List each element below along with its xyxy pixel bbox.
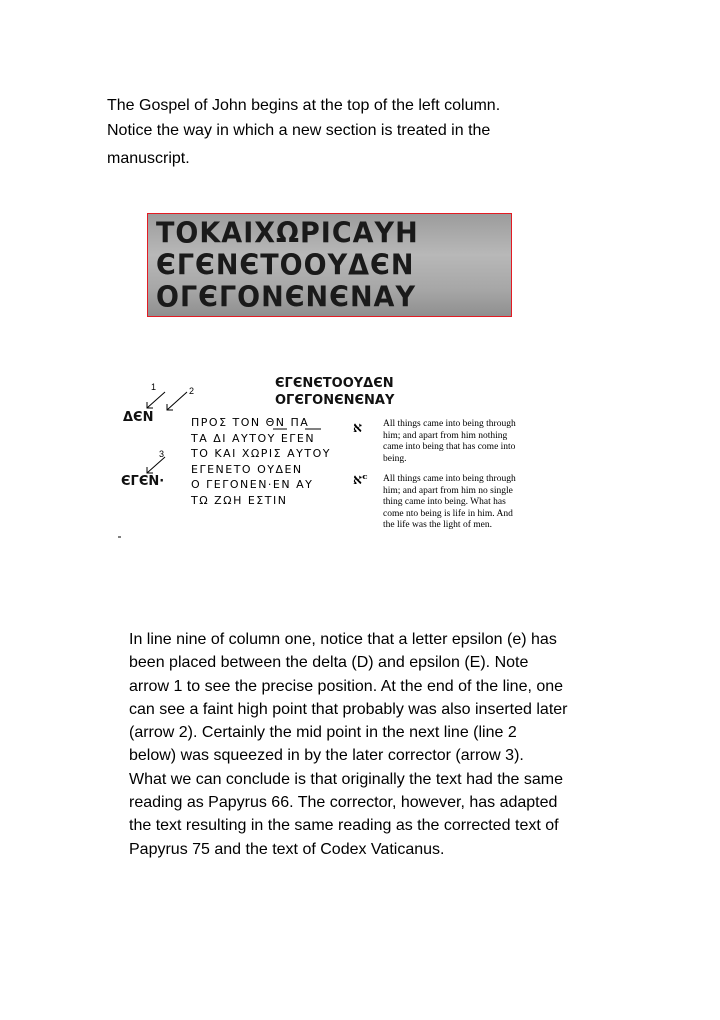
body-line: Papyrus 75 and the text of Codex Vaticanus.	[129, 840, 445, 858]
manuscript-fragment: ЄΓЄΝЄΤΟΟΥΔЄΝ	[275, 376, 394, 391]
intro-line: Notice the way in which a new section is treated in the	[107, 122, 491, 139]
manuscript-line: ΤΟΚΑΙΧΩΡΙCΑΥΗ	[156, 217, 419, 250]
translation-line: All things came into being through	[383, 419, 516, 429]
manuscript-fragment: ЄΓЄΝ·	[121, 474, 165, 489]
arrow-1-icon	[147, 392, 165, 408]
translation-line: All things came into being through	[383, 474, 516, 484]
greek-line: ΠΡΟΣ ΤΟΝ ΘΝ ΠΑ	[191, 416, 310, 429]
translation-corrected	[383, 474, 516, 532]
arrow-label: 2	[189, 386, 195, 396]
body-line: been placed between the delta (D) and epsilon (E). Note	[129, 654, 529, 672]
intro-line: The Gospel of John begins at the top of the left column.	[107, 97, 501, 114]
greek-line: ΤΑ ΔΙ ΑΥΤΟΥ ΕΓΕΝ	[191, 431, 316, 445]
correction-diagram	[115, 370, 585, 545]
greek-line: ΤΟ ΚΑΙ ΧΩΡΙΣ ΑΥΤΟΥ	[191, 447, 331, 461]
translation-line: came into being that has come into	[383, 442, 516, 452]
arrow-2-icon	[167, 392, 187, 410]
greek-line: ΤΩ ΖΩΗ ΕΣΤΙΝ	[191, 493, 288, 507]
intro-line: manuscript.	[107, 150, 190, 167]
greek-line: ΕΓΕΝΕΤΟ ΟΥΔΕΝ	[191, 462, 303, 476]
arrow-label: 3	[159, 449, 165, 459]
translation-original	[383, 419, 516, 465]
body-line: What we can conclude is that originally the text had the same	[129, 770, 564, 788]
siglum-original: א	[353, 420, 362, 436]
translation-line: thing came into being. What has	[383, 497, 506, 507]
manuscript-fragment: ΔЄΝ	[123, 410, 154, 425]
body-line: arrow 1 to see the precise position. At the end of the line, one	[129, 677, 564, 695]
translation-line: come nto being is life in him. And	[383, 508, 513, 519]
manuscript-fragment: ΟΓЄΓΟΝЄΝЄΝΑΥ	[275, 393, 395, 408]
body-line: (arrow 2). Certainly the mid point in the next line (line 2	[129, 724, 517, 742]
manuscript-photo	[147, 213, 512, 317]
manuscript-line: ЄΓЄΝЄΤΟΟΥΔЄΝ	[156, 249, 415, 282]
arrow-3-icon	[147, 457, 165, 473]
greek-line: Ο ΓΕΓΟΝΕΝ·ΕΝ ΑΥ	[191, 478, 314, 492]
siglum-corrector: אᶜ	[353, 472, 368, 488]
greek-transcription	[191, 415, 331, 509]
translation-line: him; and apart from him nothing	[383, 430, 508, 441]
body-line: below) was squeezed in by the later corrector (arrow 3).	[129, 747, 524, 765]
body-line: can see a faint high point that probably was also inserted later	[129, 700, 568, 718]
explanation-paragraph	[129, 628, 719, 861]
body-line: reading as Papyrus 66. The corrector, however, has adapted	[129, 794, 558, 812]
translation-line: him; and apart from him no single	[383, 485, 513, 496]
translation-line: being.	[383, 453, 407, 464]
arrow-label: 1	[151, 382, 157, 392]
manuscript-line: ΟΓЄΓΟΝЄΝЄΝΑΥ	[156, 281, 416, 314]
translation-line: the life was the light of men.	[383, 520, 492, 530]
body-line: In line nine of column one, notice that a letter epsilon (e) has	[129, 631, 557, 648]
intro-paragraph	[107, 93, 607, 171]
body-line: the text resulting in the same reading as the corrected text of	[129, 817, 559, 835]
